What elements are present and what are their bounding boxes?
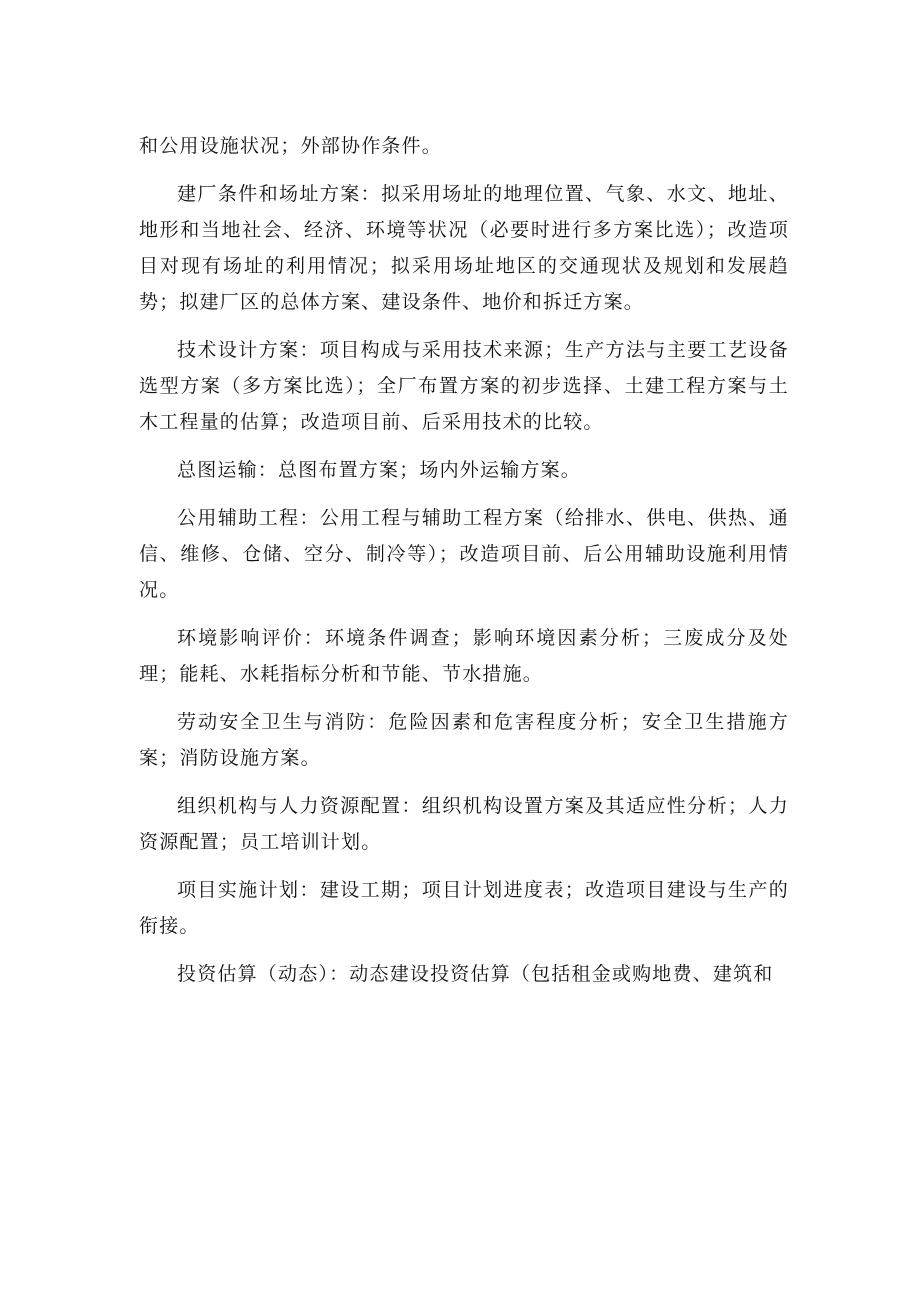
paragraph-environmental-assessment: 环境影响评价：环境条件调查；影响环境因素分析；三废成分及处理；能耗、水耗指标分析和节能、节水措施。 <box>139 627 789 685</box>
paragraph-general-layout-transport: 总图运输：总图布置方案；场内外运输方案。 <box>177 459 582 481</box>
paragraph-utility-auxiliary: 公用辅助工程：公用工程与辅助工程方案（给排水、供电、供热、通信、维修、仓储、空分、制冷等）；改造项目前、后公用辅助设施利用情况。 <box>139 507 789 601</box>
paragraph-continuation: 和公用设施状况；外部协作条件。 <box>139 135 443 157</box>
paragraph-organization-hr: 组织机构与人力资源配置：组织机构设置方案及其适应性分析；人力资源配置；员工培训计划。 <box>139 795 789 853</box>
paragraph-investment-estimate: 投资估算（动态）：动态建设投资估算（包括租金或购地费、建筑和 <box>177 963 774 985</box>
paragraph-site-plan: 建厂条件和场址方案：拟采用场址的地理位置、气象、水文、地址、地形和当地社会、经济、环境等状况（必要时进行多方案比选）；改造项目对现有场址的利用情况；拟采用场址地区的交通现状及规划和发展趋势；拟建厂区的总体方案、建设条件、地价和拆迁方案。 <box>139 183 789 313</box>
paragraph-technical-design: 技术设计方案：项目构成与采用技术来源；生产方法与主要工艺设备选型方案（多方案比选）；全厂布置方案的初步选择、土建工程方案与土木工程量的估算；改造项目前、后采用技术的比较。 <box>139 339 789 433</box>
document-body <box>139 128 789 1004</box>
paragraph-implementation-plan: 项目实施计划：建设工期；项目计划进度表；改造项目建设与生产的衔接。 <box>139 879 789 937</box>
paragraph-safety-fire: 劳动安全卫生与消防：危险因素和危害程度分析；安全卫生措施方案；消防设施方案。 <box>139 711 789 769</box>
